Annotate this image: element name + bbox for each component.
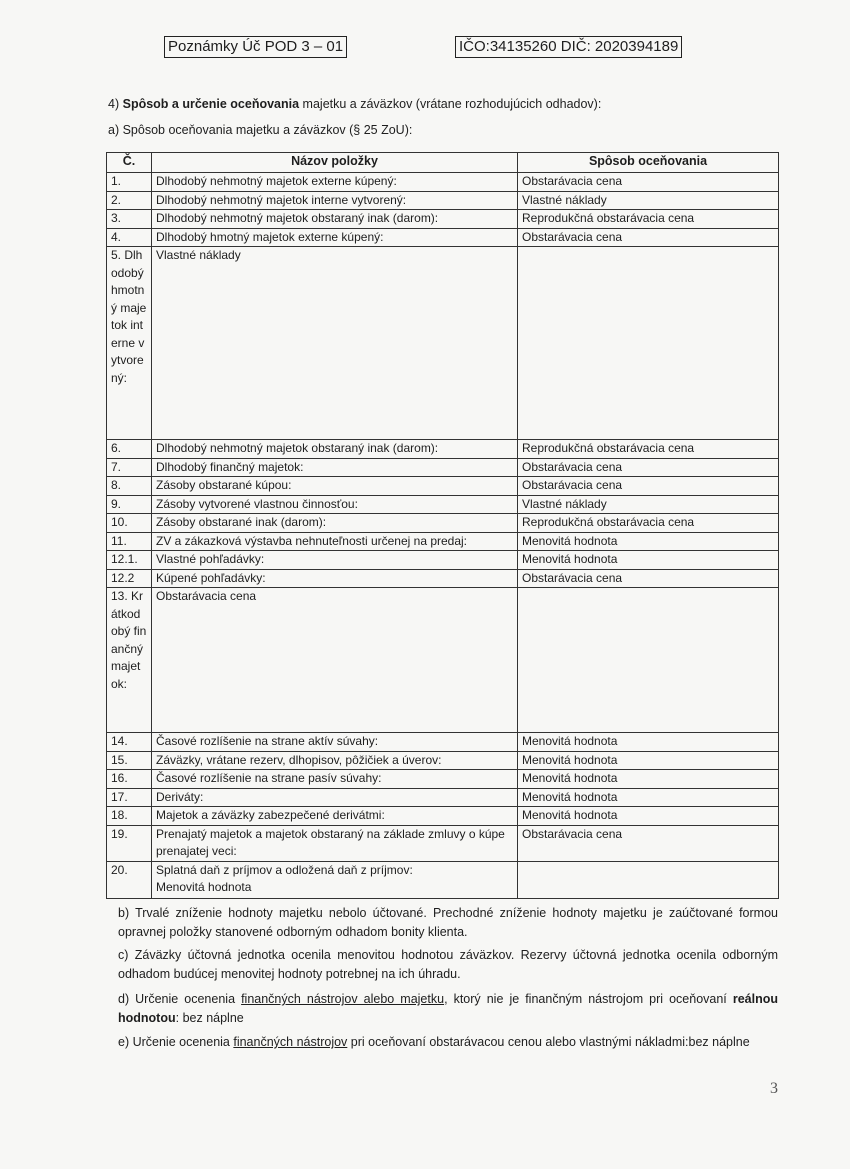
row-method: Vlastné náklady [518,495,779,514]
row-number: 12.1. [107,551,152,570]
paragraph-d [118,990,778,1028]
row-number: 15. [107,751,152,770]
row-method: Menovitá hodnota [518,788,779,807]
table-row [107,569,779,588]
row-number: 10. [107,514,152,533]
table-row [107,807,779,826]
header-notes-label: Poznámky Úč POD 3 – 01 [164,36,347,58]
row-number: 11. [107,532,152,551]
row-item-name [152,861,518,898]
row-number: 6. [107,440,152,459]
row-method: Obstarávacia cena [518,458,779,477]
row-item-name: Dlhodobý finančný majetok: [152,458,518,477]
row-item-name: Kúpené pohľadávky: [152,569,518,588]
section-title-bold: Spôsob a určenie oceňovania [122,97,300,111]
paragraph-c: c) Záväzky účtovná jednotka ocenila menovitou hodnotou záväzkov. Rezervy účtovná jednotka ocenila odborným odhadom budúcej menovitej hodnoty potrebnej na ich úhradu. [118,948,778,981]
row-item-name: Zásoby vytvorené vlastnou činnosťou: [152,495,518,514]
row-method: Reprodukčná obstarávacia cena [518,440,779,459]
table-row [107,751,779,770]
table-row [107,588,779,733]
row-method: Menovitá hodnota [518,807,779,826]
row-number: 1. [107,173,152,192]
header-company-ids: IČO:34135260 DIČ: 2020394189 [455,36,682,58]
table-row [107,210,779,229]
row-item-name: Záväzky, vrátane rezerv, dlhopisov, pôžičiek a úverov: [152,751,518,770]
table-row [107,458,779,477]
row-method: Menovitá hodnota [518,551,779,570]
row-number: 17. [107,788,152,807]
paragraph-d-suffix: : bez náplne [175,1011,244,1025]
row-item-name-line1: Splatná daň z príjmov a odložená daň z príjmov: [156,862,413,877]
row-item-name: Dlhodobý nehmotný majetok obstaraný inak (darom): [152,440,518,459]
table-header-row [107,153,779,173]
paragraph-e [118,1033,778,1052]
row-method [518,861,779,898]
paragraph-d-mid: , ktorý nie je finančným nástrojom pri oceňovaní [444,992,727,1006]
row-item-name: Prenajatý majetok a majetok obstaraný na základe zmluvy o kúpe prenajatej veci: [152,825,518,861]
paragraph-d-link: finančných nástrojov alebo majetku [241,992,445,1006]
row-item-name: ZV a zákazková výstavba nehnuteľnosti určenej na predaj: [152,532,518,551]
row-item-name: Zásoby obstarané kúpou: [152,477,518,496]
table-row [107,532,779,551]
row-number: 7. [107,458,152,477]
valuation-table [106,152,779,899]
row-method: Reprodukčná obstarávacia cena [518,514,779,533]
row-item-name: Majetok a záväzky zabezpečené derivátmi: [152,807,518,826]
row-item-name: Dlhodobý nehmotný majetok externe kúpený: [152,173,518,192]
row-item-name: Zásoby obstarané inak (darom): [152,514,518,533]
section-subtitle: a) Spôsob oceňovania majetku a záväzkov (§ 25 ZoU): [108,123,413,137]
header-item-name: Názov položky [152,153,518,173]
table-row [107,247,779,440]
row-number: 4. [107,228,152,247]
table-row [107,440,779,459]
row-number: 3. [107,210,152,229]
table-row [107,733,779,752]
table-row [107,825,779,861]
row-item-name: Časové rozlíšenie na strane aktív súvahy: [152,733,518,752]
row-item-name: Dlhodobý nehmotný majetok interne vytvorený: [152,191,518,210]
row-item-name: Vlastné pohľadávky: [152,551,518,570]
header-method: Spôsob oceňovania [518,153,779,173]
table-row [107,228,779,247]
row-number: 20. [107,861,152,898]
row-number: 14. [107,733,152,752]
row-method: Reprodukčná obstarávacia cena [518,210,779,229]
page-number: 3 [770,1080,778,1097]
row-item-name: Dlhodobý hmotný majetok externe kúpený: [152,228,518,247]
section-title-rest: majetku a záväzkov (vrátane rozhodujúcich odhadov): [302,97,602,111]
row-method: Menovitá hodnota [518,532,779,551]
table-row [107,514,779,533]
row-number: 12.2 [107,569,152,588]
row-number: 9. [107,495,152,514]
row-method: Menovitá hodnota [518,770,779,789]
row-number: 8. [107,477,152,496]
row-method: Obstarávacia cena [518,825,779,861]
row-method: Obstarávacia cena [518,477,779,496]
row-method: Obstarávacia cena [518,173,779,192]
row-item-name: Obstarávacia cena [152,588,518,733]
row-number: 19. [107,825,152,861]
paragraph-d-prefix: d) Určenie ocenenia [118,992,236,1006]
table-row [107,861,779,898]
row-number: 2. [107,191,152,210]
row-number: 13. Krátkodobý finančný majetok: [107,588,152,733]
row-number: 5. Dlhodobý hmotný majetok interne vytvorený: [107,247,152,440]
table-row [107,477,779,496]
paragraph-d-bold: reálnou hodnotou [118,992,778,1025]
row-number: 18. [107,807,152,826]
row-number: 16. [107,770,152,789]
row-method: Menovitá hodnota [518,751,779,770]
section-prefix: 4) [108,97,120,111]
row-method [518,588,779,733]
paragraph-e-prefix: e) Určenie ocenenia [118,1035,230,1049]
row-method: Obstarávacia cena [518,228,779,247]
row-item-name: Časové rozlíšenie na strane pasív súvahy: [152,770,518,789]
row-method: Obstarávacia cena [518,569,779,588]
paragraph-e-suffix: pri oceňovaní obstarávacou cenou alebo vlastnými nákladmi:bez náplne [350,1035,750,1049]
row-method [518,247,779,440]
row-item-name-line2: Menovitá hodnota [156,880,252,894]
row-method: Vlastné náklady [518,191,779,210]
table-row [107,788,779,807]
table-row [107,191,779,210]
row-method: Menovitá hodnota [518,733,779,752]
table-row [107,173,779,192]
paragraph-e-link: finančných nástrojov [233,1035,348,1049]
section-title [108,96,601,112]
paragraph-b: b) Trvalé zníženie hodnoty majetku nebolo účtované. Prechodné zníženie hodnoty majetku je zaúčtované formou opravnej položky stanovené odborným odhadom bonity klienta. [118,906,778,939]
row-item-name: Vlastné náklady [152,247,518,440]
row-item-name: Deriváty: [152,788,518,807]
header-number: Č. [107,153,152,173]
row-item-name: Dlhodobý nehmotný majetok obstaraný inak (darom): [152,210,518,229]
table-row [107,495,779,514]
table-row [107,770,779,789]
table-row [107,551,779,570]
